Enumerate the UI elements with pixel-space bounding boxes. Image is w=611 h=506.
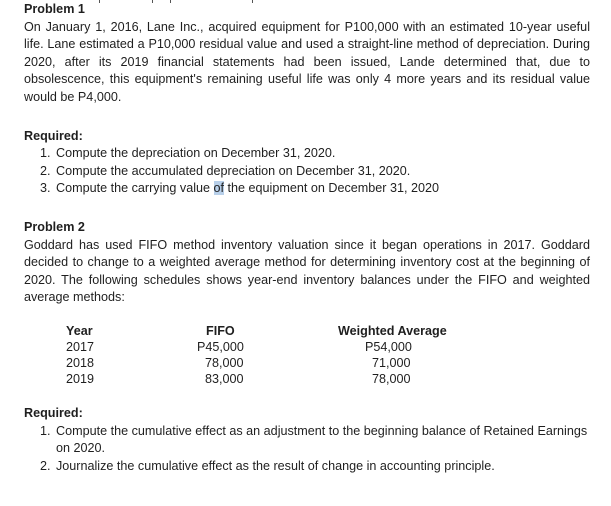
problem-1-title: Problem 1 xyxy=(24,2,85,16)
problem-2-item-1: 1. Compute the cumulative effect as an adjustment to the beginning balance of Retained Earnings on 2020. xyxy=(54,423,590,458)
problem-2-item-2: 2. Journalize the cumulative effect as the result of change in accounting principle. xyxy=(54,458,590,476)
item-3-prefix: Compute the carrying value xyxy=(56,181,214,196)
cell-year: 2018 xyxy=(66,355,95,370)
cell-fifo: P45,000 xyxy=(197,339,244,354)
problem-2-section xyxy=(24,219,590,475)
problem-1-item-1: 1. Compute the depreciation on December 31, 2020. xyxy=(54,145,590,163)
problem-1-body: On January 1, 2016, Lane Inc., acquired equipment for P100,000 with an estimated 10-year useful life. Lane estimated a P10,000 residual value and used a straight-line method of depreciation. During 2020, after its 2019 financial statements had been issued, Lande determined that, due to obsolescence, this equipment's remaining useful life was only 4 more years and its residual value would be P4,000. xyxy=(24,19,590,104)
problem-1-item-2: 2. Compute the accumulated depreciation on December 31, 2020. xyxy=(54,163,590,181)
cell-fifo: 83,000 xyxy=(205,371,244,386)
text-selection-highlight[interactable]: of xyxy=(213,181,225,196)
cell-weighted-average: P54,000 xyxy=(365,339,412,354)
column-header-fifo: FIFO xyxy=(206,323,235,338)
problem-1-item-3[interactable] xyxy=(54,180,590,198)
problem-2-requirements-list xyxy=(24,423,590,476)
table-row xyxy=(66,371,478,387)
problem-2-title: Problem 2 xyxy=(24,219,85,234)
column-header-weighted-average: Weighted Average xyxy=(338,323,447,338)
cell-fifo: 78,000 xyxy=(205,355,244,370)
problem-1-requirements-list xyxy=(24,145,590,198)
column-header-year: Year xyxy=(66,323,93,338)
cell-weighted-average: 78,000 xyxy=(372,371,411,386)
problem-1-section xyxy=(24,1,590,198)
cell-year: 2019 xyxy=(66,371,95,386)
table-row xyxy=(66,355,478,371)
inventory-table xyxy=(66,323,478,387)
document-page xyxy=(24,1,590,475)
table-row xyxy=(66,339,478,355)
problem-2-required-label: Required: xyxy=(24,405,83,420)
item-3-suffix: the equipment on December 31, 2020 xyxy=(224,181,439,196)
problem-2-body: Goddard has used FIFO method inventory valuation since it began operations in 2017. Goddard decided to change to a weighted average method for determining inventory cost at the beginning of 2020. The following schedules shows year-end inventory balances under the FIFO and weighted average methods: xyxy=(24,237,590,305)
table-header-row xyxy=(66,323,478,339)
cell-weighted-average: 71,000 xyxy=(372,355,411,370)
problem-1-required-label: Required: xyxy=(24,128,83,143)
cell-year: 2017 xyxy=(66,339,95,354)
